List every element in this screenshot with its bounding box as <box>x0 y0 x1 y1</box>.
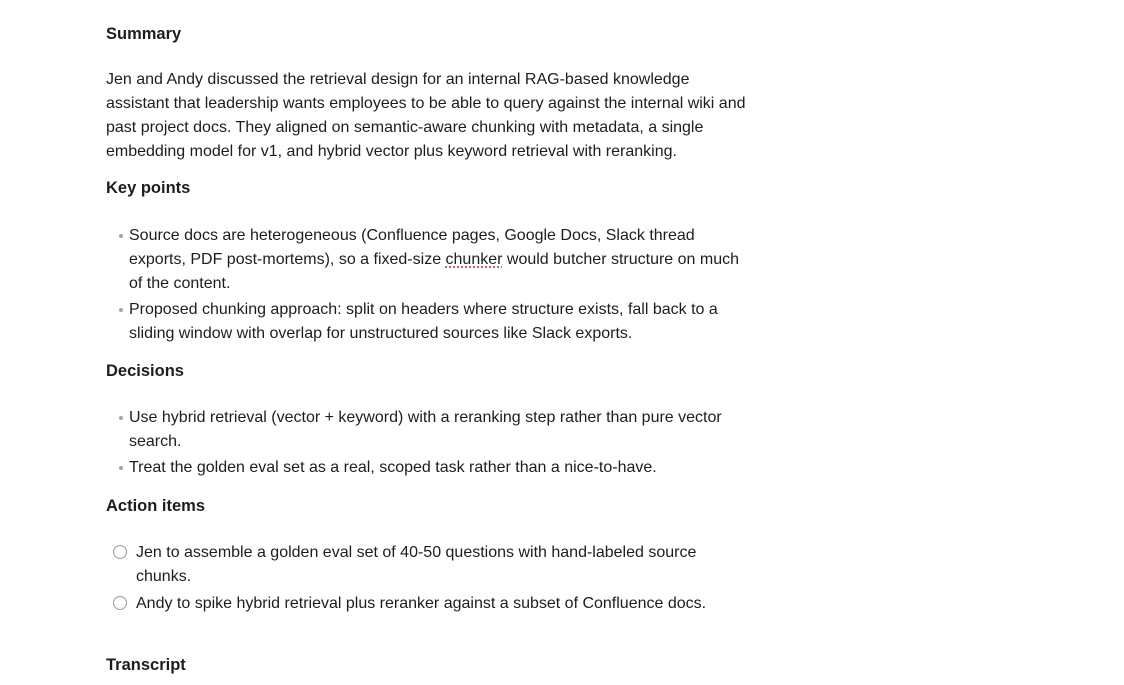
decision-item[interactable] <box>106 406 746 454</box>
key-point-item[interactable] <box>106 224 746 296</box>
decisions-heading: Decisions <box>106 362 184 380</box>
action-item <box>106 541 746 589</box>
bullet-icon <box>119 308 123 312</box>
bullet-icon <box>119 466 123 470</box>
decision-text: Use hybrid retrieval (vector + keyword) with a reranking step rather than pure vector search. <box>129 409 722 450</box>
action-item-text[interactable]: Andy to spike hybrid retrieval plus reranker against a subset of Confluence docs. <box>136 595 707 612</box>
action-items-heading: Action items <box>106 497 206 515</box>
transcript-heading[interactable]: Transcript <box>106 656 186 674</box>
bullet-icon <box>119 416 123 420</box>
checkbox-circle-icon[interactable] <box>113 596 127 610</box>
action-item-text[interactable]: Jen to assemble a golden eval set of 40-50 questions with hand-labeled source chunks. <box>136 544 697 585</box>
decision-text: Treat the golden eval set as a real, scoped task rather than a nice-to-have. <box>129 459 657 476</box>
checkbox-circle-icon[interactable] <box>113 545 127 559</box>
spelling-flagged-word[interactable]: chunker <box>445 251 503 268</box>
key-point-text-after: would butcher structure on much of the content. <box>129 251 740 292</box>
decision-item[interactable] <box>106 456 746 480</box>
summary-text[interactable]: Jen and Andy discussed the retrieval design for an internal RAG-based knowledge assistant that leadership wants employees to be able to query against the internal wiki and past project docs. They aligned on semantic-aware chunking with metadata, a single embedding model for v1, and hybrid vector plus keyword retrieval with reranking. <box>106 71 746 160</box>
key-points-list <box>106 224 746 348</box>
summary-heading: Summary <box>106 25 182 43</box>
action-item <box>106 592 746 616</box>
action-items-list <box>106 541 746 619</box>
key-point-text-before: Source docs are heterogeneous (Confluence pages, Google Docs, Slack thread exports, PDF post-mortems), so a fixed-size <box>129 227 695 268</box>
key-point-item[interactable] <box>106 298 746 346</box>
bullet-icon <box>119 234 123 238</box>
key-points-heading: Key points <box>106 179 191 197</box>
decisions-list <box>106 406 746 482</box>
key-point-text: Proposed chunking approach: split on headers where structure exists, fall back to a sliding window with overlap for unstructured sources like Slack exports. <box>129 301 718 342</box>
